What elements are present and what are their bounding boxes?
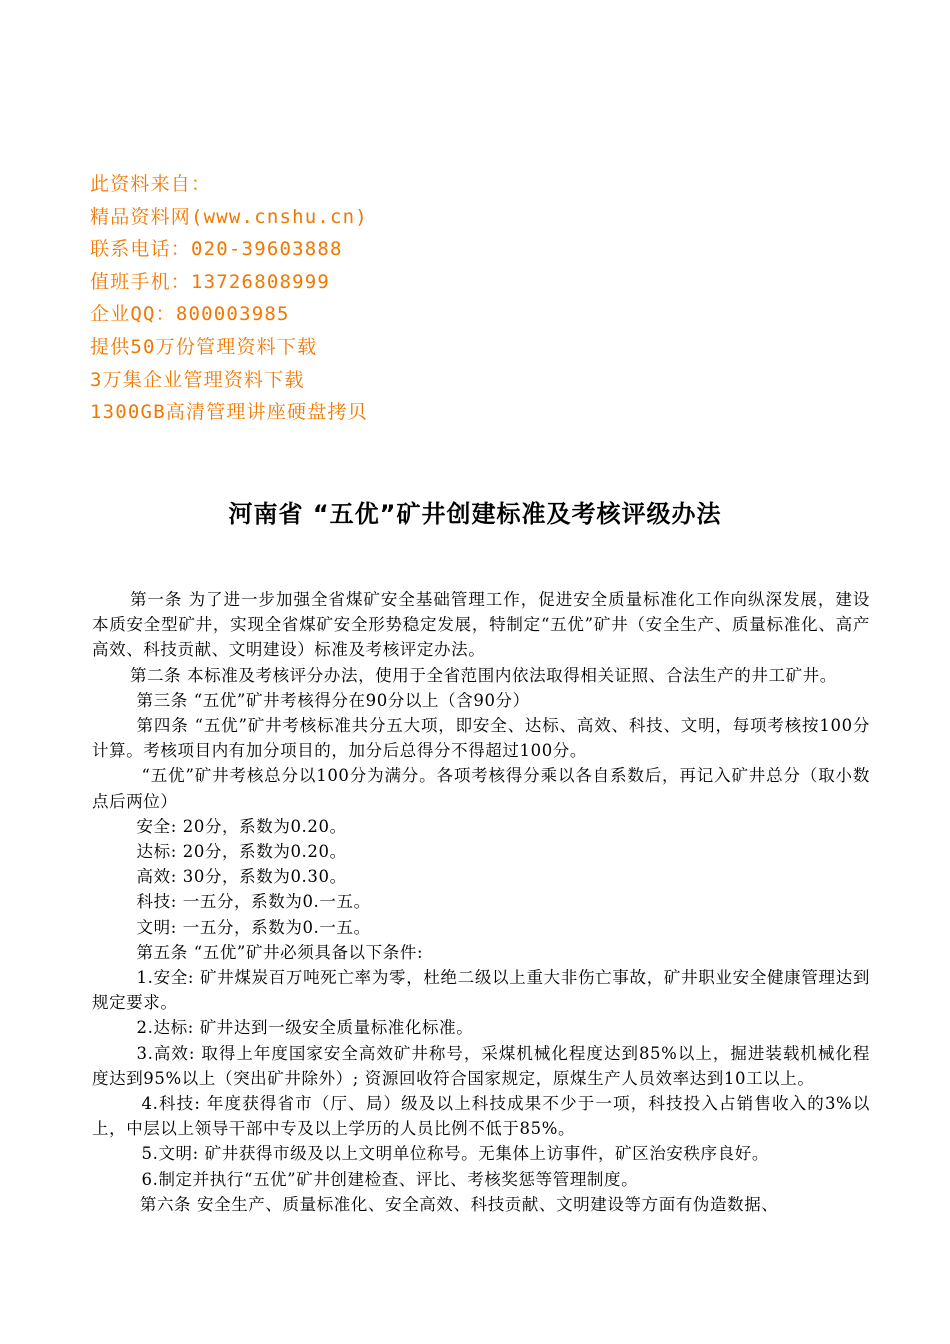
total-score-paragraph: “五优”矿井考核总分以100分为满分。各项考核得分乘以各自系数后，再记入矿井总分（取小数点后两位）	[92, 766, 870, 811]
condition-3-efficiency: 3.高效: 取得上年度国家安全高效矿井称号，采煤机械化程度达到85%以上，掘进装载机械化程度达到95%以上（突出矿井除外）; 资源回收符合国家规定，原煤生产人员效率达到10工以上。	[92, 1043, 870, 1088]
source-line-offer-3: 1300GB高清管理讲座硬盘拷贝	[90, 401, 368, 424]
source-line-intro: 此资料来自：	[90, 173, 212, 195]
article-2-paragraph: 第二条 本标准及考核评分办法，使用于全省范围内依法取得相关证照、合法生产的井工矿井。	[129, 665, 837, 685]
score-item-safety: 安全: 20分，系数为0.20。	[136, 816, 347, 836]
condition-2-compliance: 2.达标: 矿井达到一级安全质量标准化标准。	[136, 1018, 474, 1038]
document-title: 河南省 “五优”矿井创建标准及考核评级办法	[228, 500, 722, 528]
score-item-compliance: 达标: 20分，系数为0.20。	[136, 842, 347, 862]
condition-4-technology: 4.科技: 年度获得省市（厅、局）级及以上科技成果不少于一项，科技投入占销售收入的3%以上，中层以上领导干部中专及以上学历的人员比例不低于85%。	[92, 1094, 870, 1139]
source-line-mobile: 值班手机：13726808999	[90, 270, 331, 293]
score-item-technology: 科技: 一五分，系数为0.一五。	[136, 892, 371, 912]
condition-1-safety: 1.安全: 矿井煤炭百万吨死亡率为零，杜绝二级以上重大非伤亡事故，矿井职业安全健康管理达到规定要求。	[92, 968, 870, 1013]
score-item-civility: 文明: 一五分，系数为0.一五。	[136, 917, 371, 937]
condition-6-management: 6.制定并执行“五优”矿井创建检查、评比、考核奖惩等管理制度。	[141, 1169, 639, 1189]
source-line-phone: 联系电话：020-39603888	[90, 238, 343, 261]
article-3-paragraph: 第三条 “五优”矿井考核得分在90分以上（含90分）	[136, 690, 530, 710]
article-5-paragraph: 第五条 “五优”矿井必须具备以下条件:	[136, 942, 424, 962]
document-body	[92, 587, 870, 1217]
score-item-efficiency: 高效: 30分，系数为0.30。	[136, 867, 347, 887]
source-line-qq: 企业QQ：800003985	[90, 303, 290, 326]
source-info-block	[90, 168, 790, 429]
condition-5-civility: 5.文明: 矿井获得市级及以上文明单位称号。无集体上访事件，矿区治安秩序良好。	[141, 1144, 769, 1164]
article-1-paragraph: 第一条 为了进一步加强全省煤矿安全基础管理工作，促进安全质量标准化工作向纵深发展，建设本质安全型矿井，实现全省煤矿安全形势稳定发展，特制定“五优”矿井（安全生产、质量标准化、高产高效、科技贡献、文明建设）标准及考核评定办法。	[92, 590, 870, 660]
source-line-offer-2: 3万集企业管理资料下载	[90, 368, 305, 391]
source-line-website: 精品资料网(www.cnshu.cn)	[90, 205, 368, 228]
article-4-paragraph: 第四条 “五优”矿井考核标准共分五大项，即安全、达标、高效、科技、文明，每项考核按100分计算。考核项目内有加分项目的，加分后总得分不得超过100分。	[92, 716, 870, 761]
source-line-offer-1: 提供50万份管理资料下载	[90, 335, 318, 358]
article-6-paragraph: 第六条 安全生产、质量标准化、安全高效、科技贡献、文明建设等方面有伪造数据、	[139, 1194, 779, 1214]
